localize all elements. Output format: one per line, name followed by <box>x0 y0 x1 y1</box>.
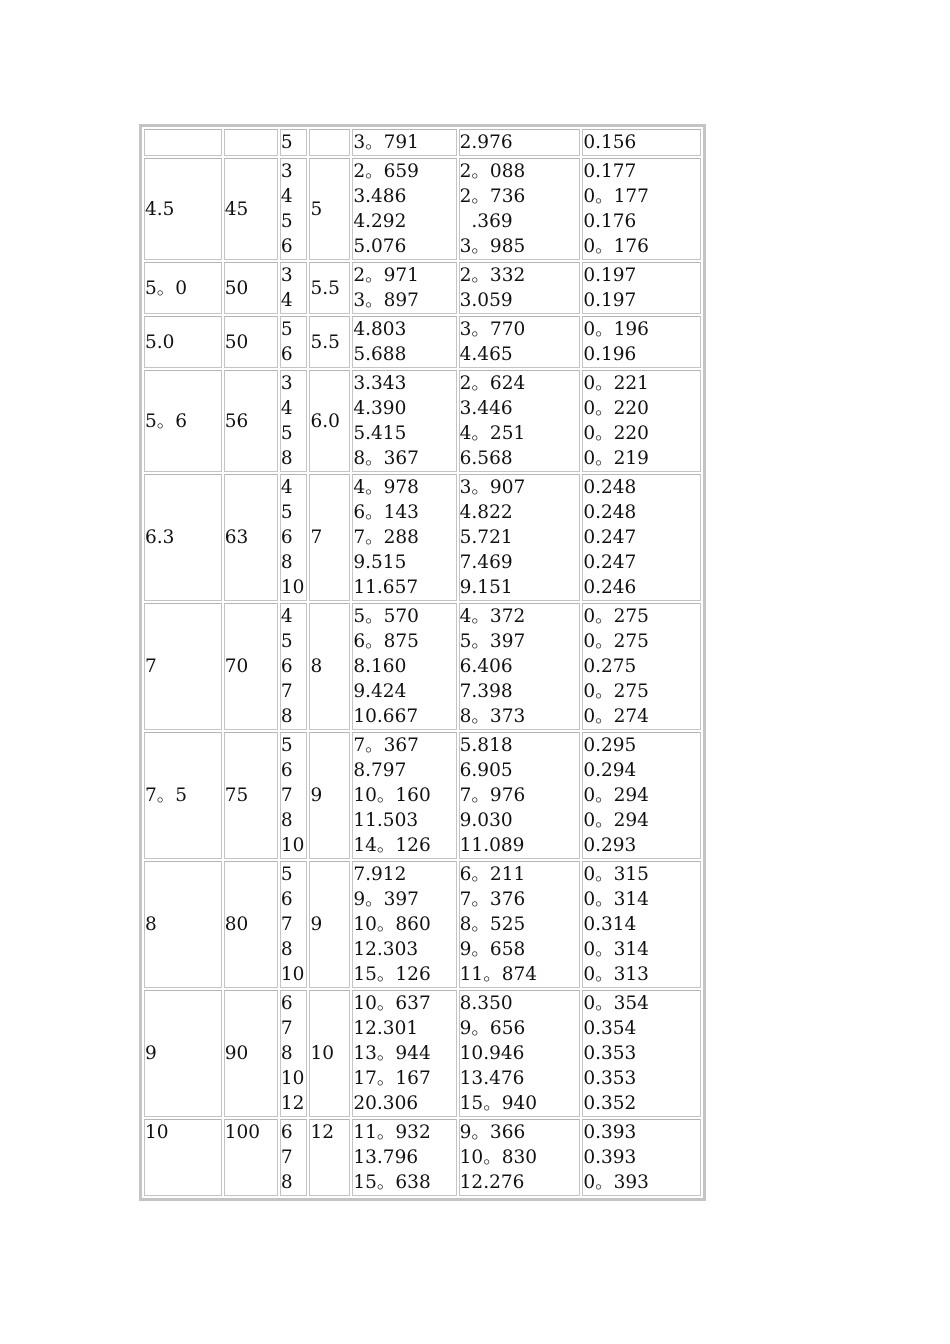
section-area-cell <box>352 1119 456 1196</box>
section-area-cell-value: 7。367 <box>353 735 419 756</box>
thickness-cell <box>280 474 308 601</box>
width-cell: 50 <box>224 262 278 314</box>
surface-area-cell-value: 0。176 <box>583 236 649 257</box>
thickness-cell <box>280 603 308 730</box>
section-area-cell-value: 10。637 <box>353 993 431 1014</box>
mass-cell-value: 6.568 <box>459 448 513 469</box>
surface-area-cell-value: 0。177 <box>583 186 649 207</box>
thickness-cell-value: 3 <box>280 161 293 182</box>
table-row <box>144 316 701 368</box>
section-area-cell-value: 5.688 <box>353 344 407 365</box>
thickness-cell-value: 6 <box>280 236 293 257</box>
thickness-cell-value: 8 <box>280 810 293 831</box>
thickness-cell-value: 4 <box>280 477 293 498</box>
table-row <box>144 1119 701 1196</box>
section-area-cell <box>352 262 456 314</box>
width-cell: 80 <box>224 861 278 988</box>
radius-cell: 7 <box>309 474 350 601</box>
width-cell: 45 <box>224 158 278 260</box>
section-area-cell-value: 4.390 <box>353 398 407 419</box>
thickness-cell-value: 10 <box>280 964 305 985</box>
mass-cell-value: 7.469 <box>459 552 513 573</box>
radius-cell: 9 <box>309 732 350 859</box>
surface-area-cell-value: 0.247 <box>583 552 637 573</box>
thickness-cell-value: 6 <box>280 344 293 365</box>
section-area-cell-value: 5.076 <box>353 236 407 257</box>
table-row <box>144 474 701 601</box>
radius-cell: 9 <box>309 861 350 988</box>
thickness-cell-value: 8 <box>280 1172 293 1193</box>
section-area-cell-value: 7.912 <box>353 864 407 885</box>
thickness-cell-value: 6 <box>280 1122 293 1143</box>
mass-cell-value: 2。088 <box>459 161 526 182</box>
surface-area-cell-value: 0.295 <box>583 735 637 756</box>
surface-area-cell-value: 0。221 <box>583 373 649 394</box>
surface-area-cell-value: 0.293 <box>583 835 637 856</box>
thickness-cell <box>280 316 308 368</box>
section-area-cell-value: 12.303 <box>353 939 419 960</box>
thickness-cell-value: 6 <box>280 527 293 548</box>
thickness-cell <box>280 262 308 314</box>
mass-cell <box>459 370 581 472</box>
width-cell <box>224 129 278 156</box>
thickness-cell-value: 5 <box>280 502 293 523</box>
table-row <box>144 603 701 730</box>
section-area-cell-value: 2。971 <box>353 265 419 286</box>
surface-area-cell <box>582 603 701 730</box>
mass-cell <box>459 129 581 156</box>
section-area-cell-value: 11.657 <box>353 577 419 598</box>
section-area-cell-value: 4。978 <box>353 477 419 498</box>
surface-area-cell-value: 0。354 <box>583 993 649 1014</box>
mass-cell-value: 2。736 <box>459 186 526 207</box>
section-area-cell <box>352 316 456 368</box>
surface-area-cell-value: 0。274 <box>583 706 649 727</box>
radius-cell: 5.5 <box>309 262 350 314</box>
section-area-cell <box>352 370 456 472</box>
mass-cell-value: 8。525 <box>459 914 526 935</box>
mass-cell-value: 11。874 <box>459 964 538 985</box>
thickness-cell-value: 5 <box>280 423 293 444</box>
surface-area-cell-value: 0.275 <box>583 656 637 677</box>
thickness-cell <box>280 370 308 472</box>
surface-area-cell <box>582 129 701 156</box>
mass-cell <box>459 861 581 988</box>
radius-cell: 8 <box>309 603 350 730</box>
section-area-cell-value: 2。659 <box>353 161 419 182</box>
surface-area-cell-value: 0.294 <box>583 760 637 781</box>
thickness-cell <box>280 732 308 859</box>
thickness-cell-value: 8 <box>280 939 293 960</box>
section-area-cell-value: 20.306 <box>353 1093 419 1114</box>
thickness-cell <box>280 861 308 988</box>
mass-cell-value: 6.406 <box>459 656 513 677</box>
size-cell: 6.3 <box>144 474 222 601</box>
mass-cell-value: 3。770 <box>459 319 526 340</box>
thickness-cell-value: 6 <box>280 889 293 910</box>
mass-cell-value: 12.276 <box>459 1172 525 1193</box>
width-cell: 70 <box>224 603 278 730</box>
mass-cell-value: 2。332 <box>459 265 526 286</box>
surface-area-cell-value: 0.197 <box>583 290 637 311</box>
radius-cell: 6.0 <box>309 370 350 472</box>
thickness-cell-value: 8 <box>280 706 293 727</box>
section-area-cell-value: 10.667 <box>353 706 419 727</box>
section-area-cell-value: 7。288 <box>353 527 419 548</box>
section-area-cell-value: 17。167 <box>353 1068 431 1089</box>
mass-cell-value: 15。940 <box>459 1093 538 1114</box>
width-cell: 100 <box>224 1119 278 1196</box>
surface-area-cell-value: 0。314 <box>583 939 649 960</box>
surface-area-cell-value: 0。294 <box>583 810 649 831</box>
mass-cell-value: .369 <box>459 211 513 232</box>
surface-area-cell-value: 0.393 <box>583 1147 637 1168</box>
table-row <box>144 861 701 988</box>
surface-area-cell-value: 0。275 <box>583 606 649 627</box>
mass-cell-value: 10。830 <box>459 1147 538 1168</box>
mass-cell-value: 4。251 <box>459 423 526 444</box>
size-cell: 9 <box>144 990 222 1117</box>
mass-cell <box>459 262 581 314</box>
surface-area-cell-value: 0.393 <box>583 1122 637 1143</box>
size-cell: 7 <box>144 603 222 730</box>
thickness-cell-value: 5 <box>280 319 293 340</box>
section-area-cell <box>352 861 456 988</box>
thickness-cell-value: 8 <box>280 1043 293 1064</box>
surface-area-cell-value: 0.248 <box>583 477 637 498</box>
surface-area-cell-value: 0.156 <box>583 132 637 153</box>
size-cell: 5。0 <box>144 262 222 314</box>
surface-area-cell-value: 0.248 <box>583 502 637 523</box>
mass-cell-value: 2。624 <box>459 373 526 394</box>
table-row <box>144 732 701 859</box>
mass-cell-value: 9。656 <box>459 1018 526 1039</box>
surface-area-cell-value: 0。294 <box>583 785 649 806</box>
section-area-cell-value: 4.292 <box>353 211 407 232</box>
size-cell <box>144 129 222 156</box>
surface-area-cell <box>582 316 701 368</box>
mass-cell <box>459 474 581 601</box>
section-area-cell-value: 6。875 <box>353 631 419 652</box>
surface-area-cell-value: 0。220 <box>583 423 649 444</box>
table-row <box>144 129 701 156</box>
thickness-cell-value: 6 <box>280 656 293 677</box>
surface-area-cell-value: 0。314 <box>583 889 649 910</box>
section-area-cell <box>352 732 456 859</box>
width-cell: 90 <box>224 990 278 1117</box>
mass-cell-value: 11.089 <box>459 835 525 856</box>
thickness-cell-value: 5 <box>280 735 293 756</box>
surface-area-cell-value: 0.246 <box>583 577 637 598</box>
section-area-cell-value: 15。126 <box>353 964 431 985</box>
mass-cell <box>459 732 581 859</box>
thickness-cell-value: 7 <box>280 1018 293 1039</box>
section-area-cell-value: 9。397 <box>353 889 419 910</box>
mass-cell-value: 7.398 <box>459 681 513 702</box>
radius-cell: 12 <box>309 1119 350 1196</box>
surface-area-cell <box>582 474 701 601</box>
section-area-cell-value: 5.415 <box>353 423 407 444</box>
surface-area-cell-value: 0。315 <box>583 864 649 885</box>
thickness-cell-value: 4 <box>280 398 293 419</box>
surface-area-cell <box>582 732 701 859</box>
thickness-cell-value: 8 <box>280 552 293 573</box>
surface-area-cell <box>582 262 701 314</box>
width-cell: 56 <box>224 370 278 472</box>
mass-cell-value: 2.976 <box>459 132 513 153</box>
section-area-cell-value: 14。126 <box>353 835 431 856</box>
thickness-cell-value: 5 <box>280 864 293 885</box>
surface-area-cell-value: 0。275 <box>583 631 649 652</box>
section-area-cell-value: 8.797 <box>353 760 407 781</box>
mass-cell-value: 8。373 <box>459 706 526 727</box>
thickness-cell-value: 4 <box>280 186 293 207</box>
mass-cell-value: 9.030 <box>459 810 513 831</box>
surface-area-cell-value: 0。220 <box>583 398 649 419</box>
thickness-cell-value: 4 <box>280 290 293 311</box>
thickness-cell-value: 10 <box>280 1068 305 1089</box>
surface-area-cell <box>582 990 701 1117</box>
thickness-cell-value: 10 <box>280 835 305 856</box>
thickness-cell <box>280 158 308 260</box>
thickness-cell-value: 3 <box>280 373 293 394</box>
section-area-cell-value: 8。367 <box>353 448 419 469</box>
mass-cell <box>459 316 581 368</box>
radius-cell: 5.5 <box>309 316 350 368</box>
section-area-cell-value: 9.424 <box>353 681 407 702</box>
table-row <box>144 370 701 472</box>
thickness-cell-value: 10 <box>280 577 305 598</box>
mass-cell <box>459 990 581 1117</box>
mass-cell-value: 7。376 <box>459 889 526 910</box>
surface-area-cell-value: 0.314 <box>583 914 637 935</box>
mass-cell-value: 7。976 <box>459 785 526 806</box>
mass-cell-value: 3.446 <box>459 398 513 419</box>
thickness-cell-value: 7 <box>280 1147 293 1168</box>
thickness-cell-value: 4 <box>280 606 293 627</box>
section-area-cell-value: 12.301 <box>353 1018 419 1039</box>
surface-area-cell-value: 0.196 <box>583 344 637 365</box>
surface-area-cell-value: 0。196 <box>583 319 649 340</box>
section-area-cell-value: 3。791 <box>353 132 419 153</box>
surface-area-cell <box>582 370 701 472</box>
thickness-cell-value: 6 <box>280 993 293 1014</box>
section-area-cell-value: 8.160 <box>353 656 407 677</box>
thickness-cell-value: 7 <box>280 785 293 806</box>
mass-cell-value: 3。907 <box>459 477 526 498</box>
surface-area-cell <box>582 158 701 260</box>
section-area-cell-value: 3.486 <box>353 186 407 207</box>
radius-cell: 5 <box>309 158 350 260</box>
thickness-cell-value: 8 <box>280 448 293 469</box>
section-area-cell-value: 6。143 <box>353 502 419 523</box>
mass-cell-value: 13.476 <box>459 1068 525 1089</box>
section-area-cell <box>352 603 456 730</box>
section-area-cell-value: 13。944 <box>353 1043 431 1064</box>
thickness-cell-value: 3 <box>280 265 293 286</box>
section-area-cell-value: 10。160 <box>353 785 431 806</box>
section-area-cell-value: 3.343 <box>353 373 407 394</box>
size-cell: 10 <box>144 1119 222 1196</box>
mass-cell-value: 5.818 <box>459 735 513 756</box>
size-cell: 5。6 <box>144 370 222 472</box>
surface-area-cell-value: 0。219 <box>583 448 649 469</box>
section-area-cell-value: 15。638 <box>353 1172 431 1193</box>
section-area-cell-value: 9.515 <box>353 552 407 573</box>
section-area-cell <box>352 474 456 601</box>
surface-area-cell-value: 0.354 <box>583 1018 637 1039</box>
mass-cell-value: 5。397 <box>459 631 526 652</box>
surface-area-cell-value: 0。393 <box>583 1172 649 1193</box>
surface-area-cell-value: 0.197 <box>583 265 637 286</box>
table-row <box>144 990 701 1117</box>
thickness-cell-value: 6 <box>280 760 293 781</box>
section-area-cell <box>352 129 456 156</box>
size-cell: 4.5 <box>144 158 222 260</box>
width-cell: 75 <box>224 732 278 859</box>
section-area-cell-value: 5。570 <box>353 606 419 627</box>
size-cell: 8 <box>144 861 222 988</box>
table-row <box>144 262 701 314</box>
surface-area-cell-value: 0。275 <box>583 681 649 702</box>
mass-cell-value: 6.905 <box>459 760 513 781</box>
mass-cell-value: 9。658 <box>459 939 526 960</box>
section-area-cell-value: 11.503 <box>353 810 419 831</box>
thickness-cell <box>280 129 308 156</box>
mass-cell-value: 9.151 <box>459 577 513 598</box>
mass-cell-value: 6。211 <box>459 864 526 885</box>
radius-cell <box>309 129 350 156</box>
thickness-cell-value: 5 <box>280 631 293 652</box>
surface-area-cell-value: 0。313 <box>583 964 649 985</box>
section-area-cell <box>352 158 456 260</box>
surface-area-cell <box>582 861 701 988</box>
thickness-cell-value: 5 <box>280 211 293 232</box>
thickness-cell <box>280 990 308 1117</box>
surface-area-cell <box>582 1119 701 1196</box>
mass-cell <box>459 603 581 730</box>
table-row <box>144 158 701 260</box>
mass-cell <box>459 158 581 260</box>
mass-cell-value: 9。366 <box>459 1122 526 1143</box>
section-area-cell-value: 13.796 <box>353 1147 419 1168</box>
surface-area-cell-value: 0.353 <box>583 1043 637 1064</box>
mass-cell-value: 4。372 <box>459 606 526 627</box>
mass-cell-value: 10.946 <box>459 1043 525 1064</box>
mass-cell <box>459 1119 581 1196</box>
section-area-cell-value: 10。860 <box>353 914 431 935</box>
radius-cell: 10 <box>309 990 350 1117</box>
thickness-cell-value: 12 <box>280 1093 305 1114</box>
mass-cell-value: 8.350 <box>459 993 513 1014</box>
surface-area-cell-value: 0.352 <box>583 1093 637 1114</box>
section-area-cell <box>352 990 456 1117</box>
mass-cell-value: 3。985 <box>459 236 526 257</box>
section-area-cell-value: 3。897 <box>353 290 419 311</box>
surface-area-cell-value: 0.247 <box>583 527 637 548</box>
thickness-cell <box>280 1119 308 1196</box>
mass-cell-value: 4.822 <box>459 502 513 523</box>
thickness-cell-value: 7 <box>280 681 293 702</box>
size-cell: 5.0 <box>144 316 222 368</box>
width-cell: 63 <box>224 474 278 601</box>
mass-cell-value: 3.059 <box>459 290 513 311</box>
table-body <box>144 129 701 1196</box>
surface-area-cell-value: 0.177 <box>583 161 637 182</box>
size-cell: 7。5 <box>144 732 222 859</box>
mass-cell-value: 5.721 <box>459 527 513 548</box>
width-cell: 50 <box>224 316 278 368</box>
surface-area-cell-value: 0.353 <box>583 1068 637 1089</box>
thickness-cell-value: 5 <box>280 132 293 153</box>
section-area-cell-value: 4.803 <box>353 319 407 340</box>
surface-area-cell-value: 0.176 <box>583 211 637 232</box>
mass-cell-value: 4.465 <box>459 344 513 365</box>
section-area-cell-value: 11。932 <box>353 1122 431 1143</box>
thickness-cell-value: 7 <box>280 914 293 935</box>
steel-data-table <box>139 124 706 1201</box>
